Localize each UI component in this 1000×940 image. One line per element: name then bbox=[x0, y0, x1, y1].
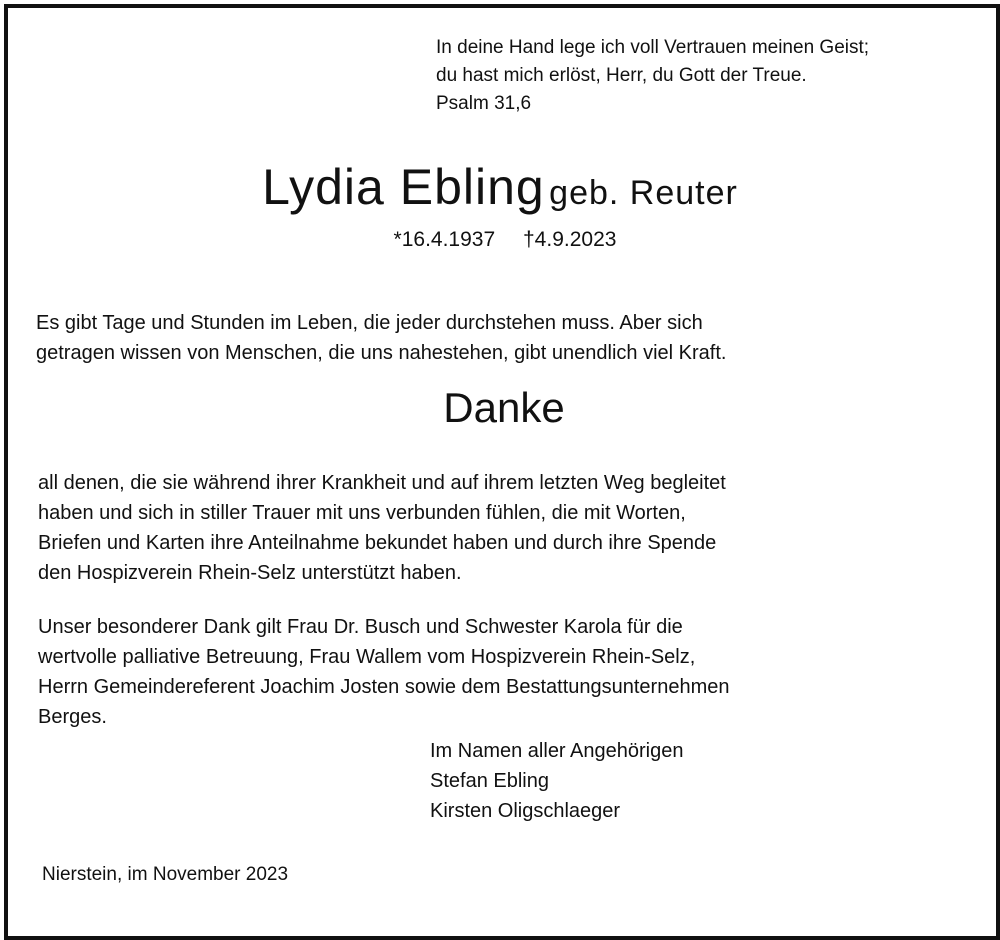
thanks-heading: Danke bbox=[443, 384, 565, 431]
intro-line: getragen wissen von Menschen, die uns nahestehen, gibt unendlich viel Kraft. bbox=[36, 342, 727, 364]
signature-name: Kirsten Oligschlaeger bbox=[430, 800, 621, 822]
special-thanks-line: Herrn Gemeindereferent Joachim Josten sowie dem Bestattungsunternehmen bbox=[38, 676, 730, 698]
birth-name: geb. Reuter bbox=[549, 174, 738, 212]
special-thanks-line: Unser besonderer Dank gilt Frau Dr. Busch und Schwester Karola für die bbox=[38, 616, 683, 638]
signature-name: Stefan Ebling bbox=[430, 770, 549, 792]
death-date: †4.9.2023 bbox=[523, 228, 617, 251]
psalm-verse bbox=[436, 34, 976, 118]
verse-line: In deine Hand lege ich voll Vertrauen meinen Geist; bbox=[436, 37, 870, 58]
thanks-line: den Hospizverein Rhein-Selz unterstützt haben. bbox=[38, 562, 462, 584]
deceased-name: Lydia Ebling bbox=[262, 159, 545, 215]
signature-block bbox=[430, 736, 950, 826]
verse-reference: Psalm 31,6 bbox=[436, 93, 532, 114]
intro-paragraph bbox=[36, 308, 976, 368]
special-thanks-paragraph bbox=[38, 612, 978, 732]
thanks-paragraph bbox=[38, 468, 978, 588]
life-dates bbox=[0, 228, 1000, 252]
thanks-line: all denen, die sie während ihrer Krankheit und auf ihrem letzten Weg begleitet bbox=[38, 472, 726, 494]
special-thanks-line: wertvolle palliative Betreuung, Frau Wallem vom Hospizverein Rhein-Selz, bbox=[38, 646, 696, 668]
birth-date: *16.4.1937 bbox=[393, 228, 496, 251]
thanks-line: Briefen und Karten ihre Anteilnahme bekundet haben und durch ihre Spende bbox=[38, 532, 717, 554]
thanks-line: haben und sich in stiller Trauer mit uns verbunden fühlen, die mit Worten, bbox=[38, 502, 686, 524]
verse-line: du hast mich erlöst, Herr, du Gott der Treue. bbox=[436, 65, 807, 86]
deceased-name-line bbox=[0, 158, 1000, 216]
signature-line: Im Namen aller Angehörigen bbox=[430, 740, 684, 762]
special-thanks-line: Berges. bbox=[38, 706, 107, 728]
place-and-date: Nierstein, im November 2023 bbox=[42, 864, 289, 885]
intro-line: Es gibt Tage und Stunden im Leben, die jeder durchstehen muss. Aber sich bbox=[36, 312, 703, 334]
